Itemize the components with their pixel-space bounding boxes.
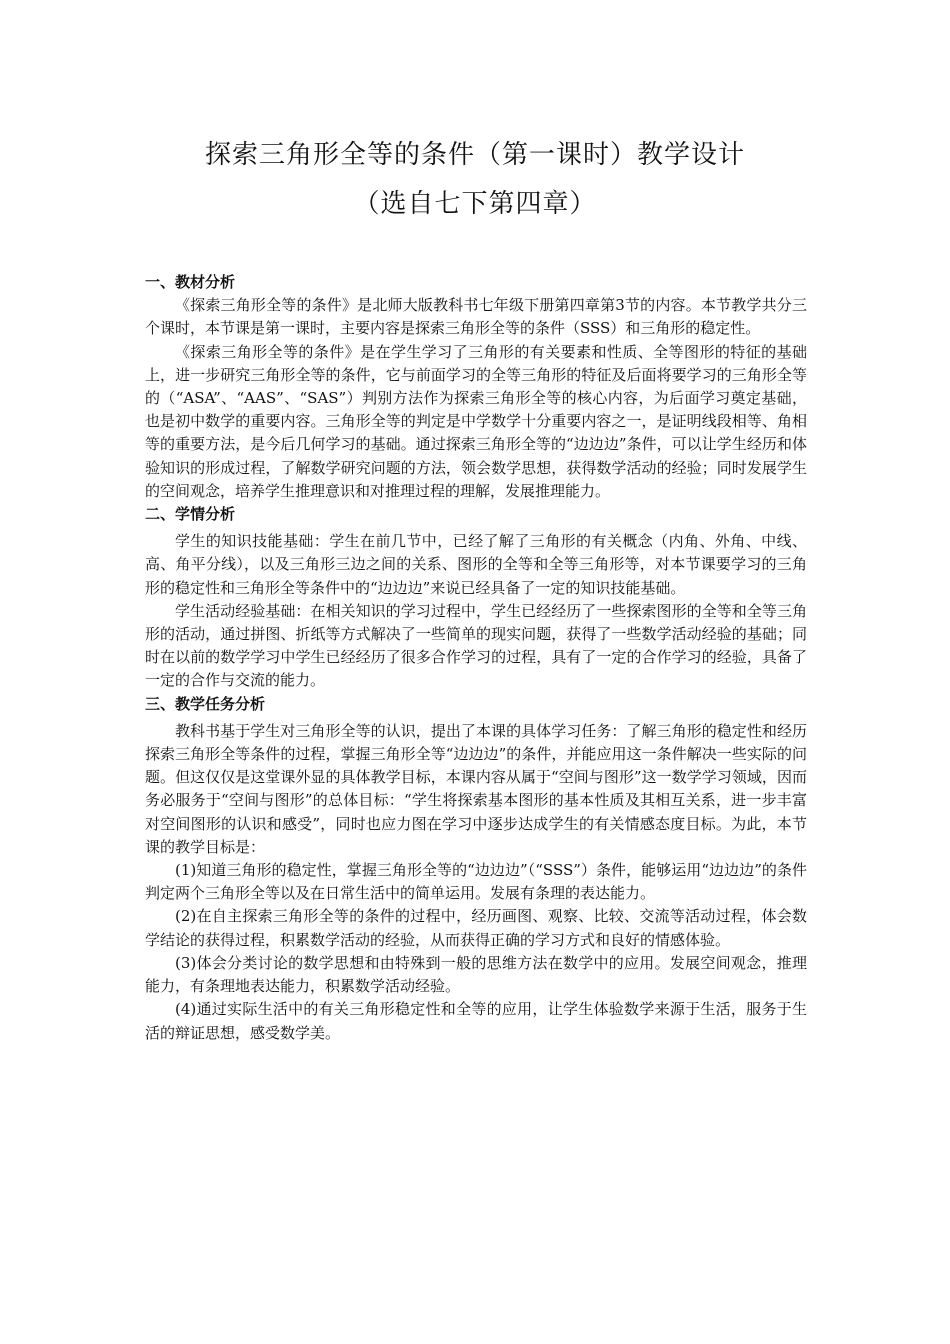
objective-item: (2)在自主探索三角形全等的条件的过程中，经历画图、观察、比较、交流等活动过程，体会数学结论的获得过程，积累数学活动的经验，从而获得正确的学习方式和良好的情感体验。 <box>145 907 807 949</box>
section-heading-task-analysis: 三、教学任务分析 <box>145 694 266 713</box>
objective-item: (1)知道三角形的稳定性，掌握三角形全等的“边边边”（“SSS”）条件，能够运用“边边边”的条件判定两个三角形全等以及在日常生活中的简单运用。发展有条理的表达能力。 <box>145 861 807 903</box>
document-subtitle: （选自七下第四章） <box>353 189 597 219</box>
paragraph: 学生的知识技能基础：学生在前几节中，已经了解了三角形的有关概念（内角、外角、中线、高、角平分线），以及三角形三边之间的关系、图形的全等和全等三角形等，对本节课要学习的三角形的稳定性和三角形全等条件中的“边边边”来说已经具备了一定的知识技能基础。 <box>145 532 807 597</box>
objective-item: (4)通过实际生活中的有关三角形稳定性和全等的应用，让学生体验数学来源于生活，服务于生活的辩证思想，感受数学美。 <box>145 1000 807 1042</box>
section-heading-student-analysis: 二、学情分析 <box>145 505 236 524</box>
document-title: 探索三角形全等的条件（第一课时）教学设计 <box>204 140 745 170</box>
paragraph: 学生活动经验基础：在相关知识的学习过程中，学生已经经历了一些探索图形的全等和全等三角形的活动，通过拼图、折纸等方式解决了一些简单的现实问题，获得了一些数学活动经验的基础；同时在以前的数学学习中学生已经经历了很多合作学习的过程，具有了一定的合作学习的经验，具备了一定的合作与交流的能力。 <box>145 601 807 690</box>
document-body <box>145 271 807 1045</box>
paragraph: 教科书基于学生对三角形全等的认识，提出了本课的具体学习任务：了解三角形的稳定性和经历探索三角形全等条件的过程，掌握三角形全等“边边边”的条件，并能应用这一条件解决一些实际的问题。但这仅仅是这堂课外显的具体教学目标，本课内容从属于“空间与图形”这一数学学习领域，因而务必服务于“空间与图形”的总体目标：“学生将探索基本图形的基本性质及其相互关系，进一步丰富对空间图形的认识和感受”，同时也应力图在学习中逐步达成学生的有关情感态度目标。为此，本节课的教学目标是： <box>145 721 807 856</box>
paragraph: 《探索三角形全等的条件》是在学生学习了三角形的有关要素和性质、全等图形的特征的基础上，进一步研究三角形全等的条件，它与前面学习的全等三角形的特征及后面将要学习的三角形全等的（“ASA”、“AAS”、“SAS”）判别方法作为探索三角形全等的核心内容，为后面学习奠定基础，也是初中数学的重要内容。三角形全等的判定是中学数学十分重要内容之一，是证明线段相等、角相等的重要方法，是今后几何学习的基础。通过探索三角形全等的“边边边”条件，可以让学生经历和体验知识的形成过程，了解数学研究问题的方法，领会数学思想，获得数学活动的经验；同时发展学生的空间观念，培养学生推理意识和对推理过程的理解，发展推理能力。 <box>145 342 807 500</box>
objective-item: (3)体会分类讨论的数学思想和由特殊到一般的思维方法在数学中的应用。发展空间观念，推理能力，有条理地表达能力，积累数学活动经验。 <box>145 953 807 996</box>
section-heading-textbook-analysis: 一、教材分析 <box>145 273 236 291</box>
paragraph: 《探索三角形全等的条件》是北师大版教科书七年级下册第四章第3节的内容。本节教学共分三个课时，本节课是第一课时，主要内容是探索三角形全等的条件（SSS）和三角形的稳定性。 <box>145 296 807 338</box>
